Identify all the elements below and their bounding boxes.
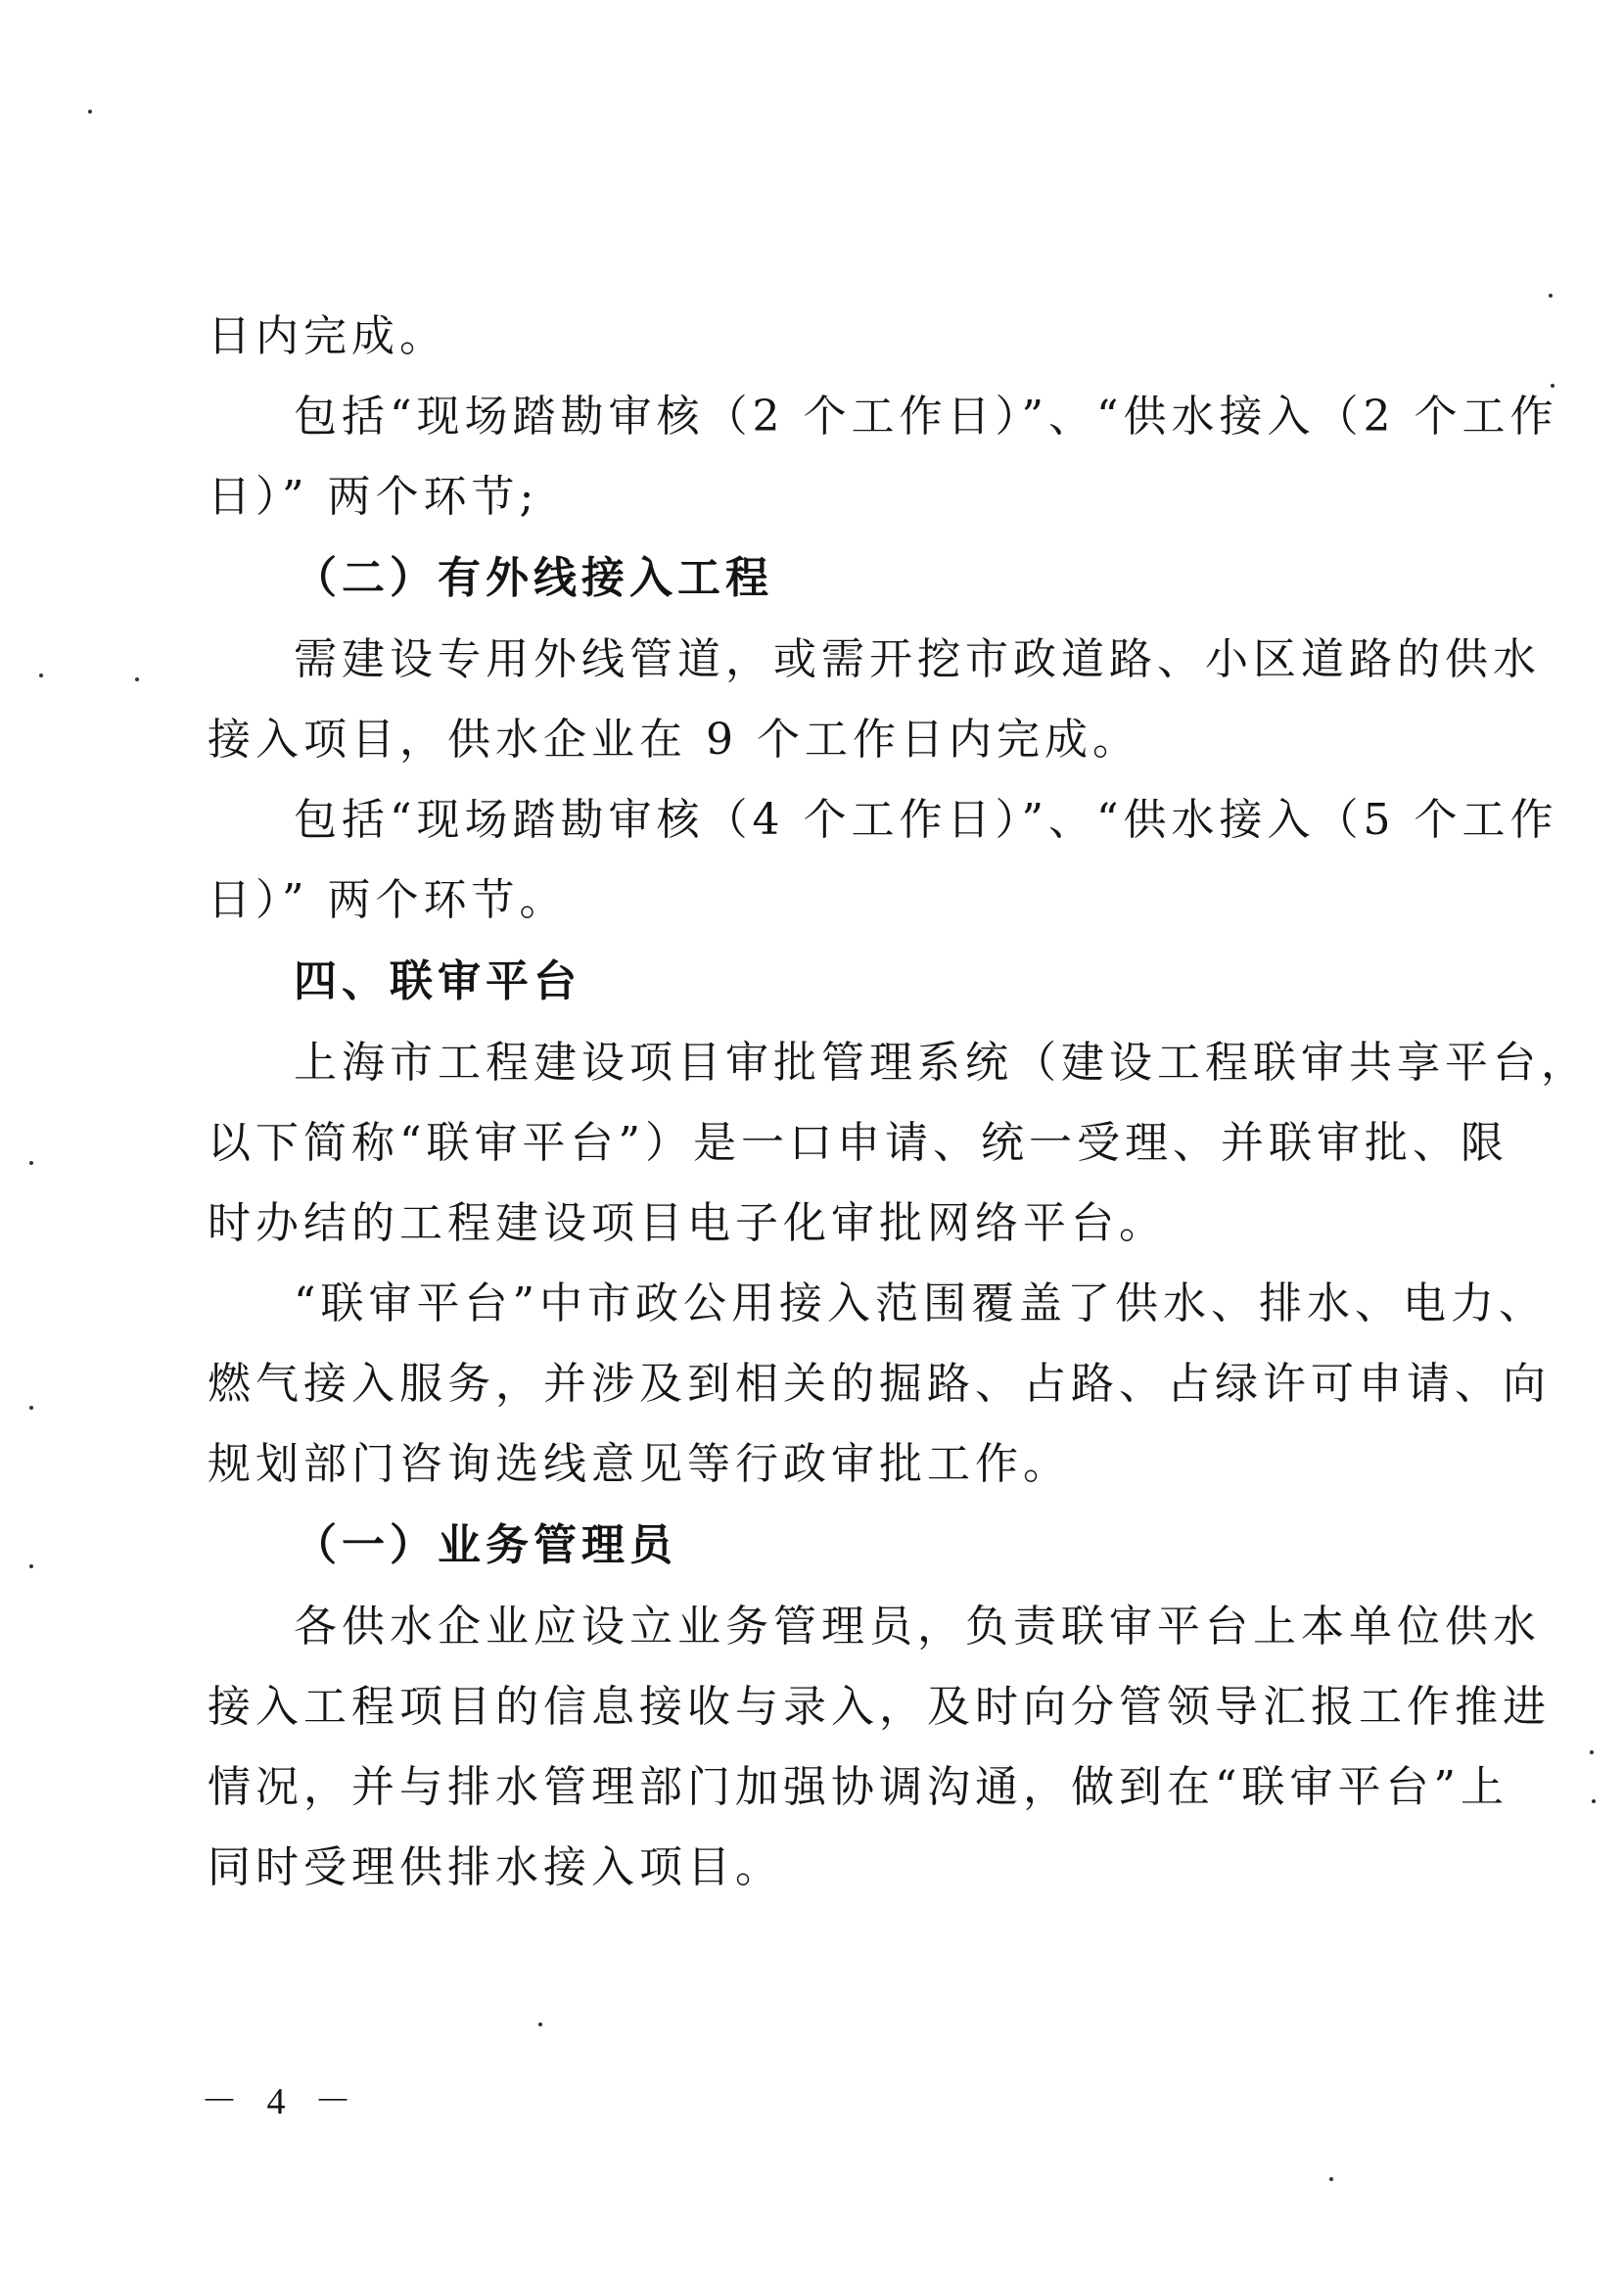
- page-number: － 4 －: [201, 2081, 362, 2122]
- scan-speck: [538, 2023, 542, 2026]
- paragraph-line-19: 情况，并与排水管理部门加强协调沟通，做到在“联审平台”上: [208, 1762, 1508, 1812]
- scan-speck: [88, 110, 92, 114]
- paragraph-line-14: 燃气接入服务，并涉及到相关的掘路、占路、占绿许可申请、向: [208, 1359, 1551, 1409]
- scan-speck: [1590, 1750, 1594, 1754]
- paragraph-line-3: 日）” 两个环节;: [208, 472, 539, 522]
- paragraph-line-5: 需建设专用外线管道，或需开挖市政道路、小区道路的供水: [294, 634, 1541, 684]
- paragraph-line-12: 时办结的工程建设项目电子化审批网络平台。: [208, 1198, 1167, 1248]
- paragraph-line-6: 接入项目，供水企业在 9 个工作日内完成。: [208, 715, 1140, 765]
- scan-speck: [1329, 2177, 1333, 2181]
- scan-speck: [29, 1406, 33, 1410]
- paragraph-line-17: 各供水企业应设立业务管理员，负责联审平台上本单位供水: [294, 1602, 1541, 1651]
- scan-speck: [1549, 294, 1553, 298]
- section-heading-external-line: （二）有外线接入工程: [294, 553, 773, 603]
- scan-speck: [29, 1161, 33, 1165]
- paragraph-line-11: 以下简称“联审平台”）是一口申请、统一受理、并联审批、限: [208, 1118, 1508, 1168]
- paragraph-line-2: 包括“现场踏勘审核（2 个工作日）”、“供水接入（2 个工作: [294, 392, 1558, 442]
- scan-speck: [1592, 1799, 1596, 1803]
- scan-speck: [1551, 384, 1554, 388]
- section-heading-joint-review-platform: 四、联审平台: [294, 956, 581, 1006]
- paragraph-line-15: 规划部门咨询选线意见等行政审批工作。: [208, 1439, 1071, 1489]
- paragraph-line-1: 日内完成。: [208, 311, 447, 361]
- paragraph-line-13: “联审平台”中市政公用接入范围覆盖了供水、排水、电力、: [294, 1279, 1547, 1328]
- paragraph-line-20: 同时受理供排水接入项目。: [208, 1842, 783, 1892]
- paragraph-line-8: 日）” 两个环节。: [208, 875, 568, 925]
- section-heading-business-administrator: （一）业务管理员: [294, 1520, 677, 1570]
- scan-speck: [39, 674, 43, 677]
- scan-speck: [29, 1564, 33, 1568]
- scan-speck: [135, 677, 139, 681]
- paragraph-line-10: 上海市工程建设项目审批管理系统（建设工程联审共享平台，: [294, 1038, 1589, 1088]
- paragraph-line-7: 包括“现场踏勘审核（4 个工作日）”、“供水接入（5 个工作: [294, 795, 1558, 845]
- paragraph-line-18: 接入工程项目的信息接收与录入，及时向分管领导汇报工作推进: [208, 1682, 1551, 1732]
